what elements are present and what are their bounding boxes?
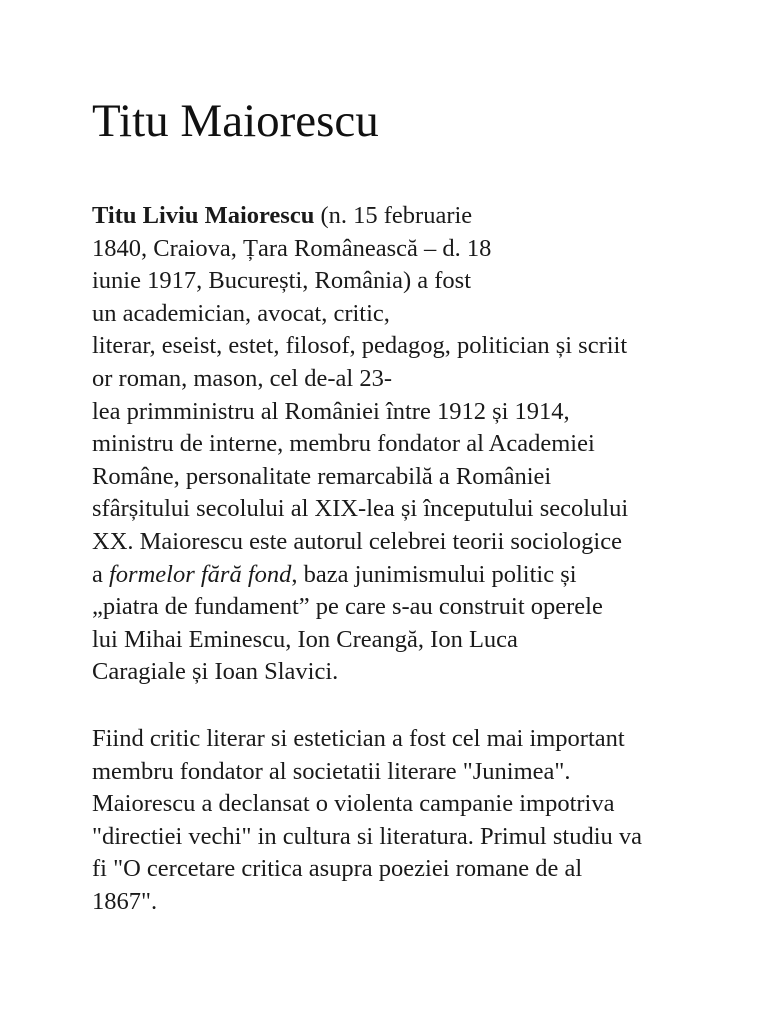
text-line (92, 200, 628, 233)
text-line: 1840, Craiova, Țara Românească – d. 18 (92, 234, 492, 262)
text-line: Române, personalitate remarcabilă a României (92, 462, 552, 490)
text-line: lui Mihai Eminescu, Ion Creangă, Ion Luca (92, 625, 518, 653)
text-line: 1867". (92, 887, 158, 915)
critic-paragraph (92, 723, 642, 919)
text-line: lea primministru al României între 1912 și 1914, (92, 397, 570, 425)
text-run: a (92, 560, 109, 588)
text-line: Maiorescu a declansat o violenta campanie impotriva (92, 790, 615, 818)
italic-term: formelor fără fond (109, 560, 292, 588)
bold-name: Titu Liviu Maiorescu (92, 202, 315, 229)
intro-paragraph (92, 200, 628, 689)
text-line: or roman, mason, cel de-al 23- (92, 364, 393, 392)
text-line: Fiind critic literar si estetician a fost cel mai important (92, 725, 625, 752)
text-line: un academician, avocat, critic, (92, 299, 390, 327)
text-line: iunie 1917, București, România) a fost (92, 267, 471, 295)
text-line: fi "O cercetare critica asupra poeziei romane de al (92, 855, 583, 883)
text-line: „piatra de fundament” pe care s-au construit operele (92, 593, 603, 621)
text-line (92, 559, 628, 592)
text-line: literar, eseist, estet, filosof, pedagog, politician și scriit (92, 332, 628, 360)
text-line: sfârșitului secolului al XIX-lea și începutului secolului (92, 495, 629, 523)
text-line: XX. Maiorescu este autorul celebrei teorii sociologice (92, 527, 622, 555)
page-title: Titu Maiorescu (92, 95, 379, 147)
text-line: "directiei vechi" in cultura si literatura. Primul studiu va (92, 822, 643, 850)
text-line: membru fondator al societatii literare "Junimea". (92, 757, 571, 785)
text-line: Caragiale și Ioan Slavici. (92, 658, 339, 686)
text-run: , baza junimismului politic și (291, 560, 577, 588)
text-line: ministru de interne, membru fondator al Academiei (92, 430, 595, 458)
text-run: (n. 15 februarie (314, 202, 473, 229)
